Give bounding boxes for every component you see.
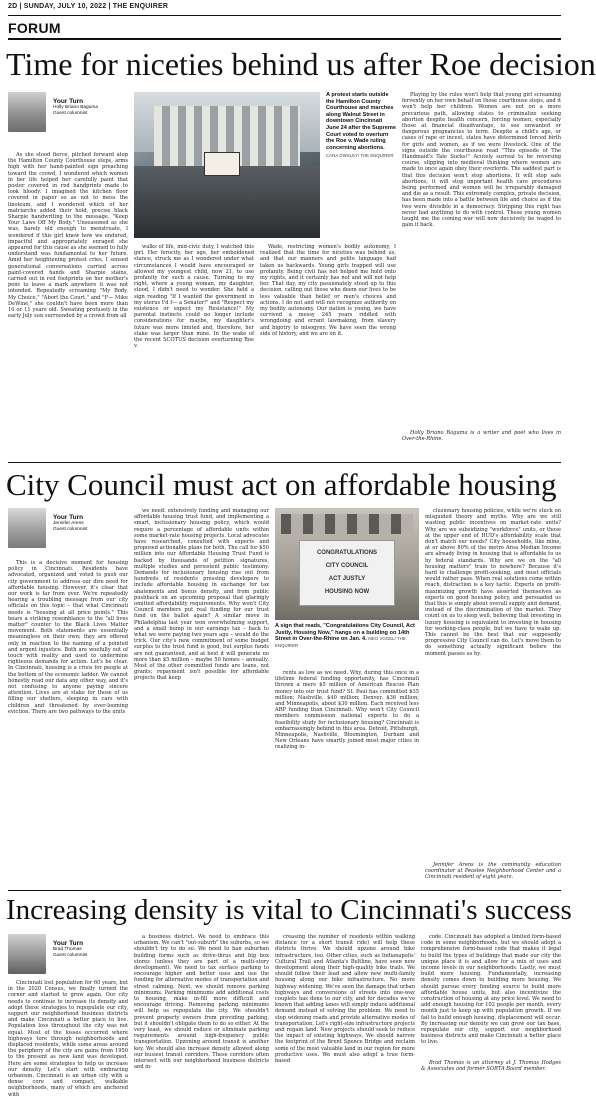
article-3-column-2-text: a business district. We need to embrace this urbanism. We can't "out-suburb" the suburbs, so we shouldn't try to do so. We need to ban suburban building forms such as drive-thrus and big box stores (unless they are part of a multi-story development). We need to tax surface parking to encourage higher and better uses and use the funding for alternative modes of transportation and street calming. Next, we should remove parking minimums. Parking minimums add additional costs to housing, make in-fill more difficult and encourage driving. Removing parking minimums will help us repopulate the city. We shouldn't prevent property owners from providing parking, but it shouldn't obligate them to do so either. At the very least, we should reduce or eliminate parking requirements around high-frequency public transportation. Upzoning around transit is another key. We should also increase density allowed along our busiest transit corridors. These corridors often intersect with our neighborhood business districts and in- <box>134 934 269 1071</box>
article-3-tagline-text: Brad Thomas is an attorney at J. Thomas Hodges & Associates and former SORTA Board member. <box>421 1060 561 1073</box>
article-2-column-2-text: we need: extensively funding and managing our affordable housing trust fund, and implementing a smart, inclusionary housing policy, which would require a percentage of affordable units within some market-rate housing projects. Local advocates have researched, consulted with experts and proposed actionable plans for both. The call for $50 million into our Affordable Housing Trust Fund is backed by thousands of petition signatures, multiple studies and persistent public testimony. Demands for inclusionary housing rise out from hundreds of residents pressing developers to include affordable housing in exchange for tax abatements and bonus density, and from public pushback on an upcoming proposal that glaringly omitted affordability requirements. Why won't City Council members put real funding for our trust fund on the ballot again? A similar move in Philadelphia last year won overwhelming support, and a small bump in our earnings tax – back to what we were paying two years ago – would do the trick. Our city's new commitment of some budget surplus to the trust fund is good, but surplus funds are not guaranteed, and at best it will generate no more than $5 million – maybe 50 homes – annually. Most of the other committed funds are loans, not grants; repayment isn't possible for affordable projects that keep <box>134 508 270 682</box>
header-rule <box>8 15 561 16</box>
article-2-column-4 <box>425 508 561 860</box>
article-1-tagline <box>402 430 561 448</box>
article-1-author-block <box>8 92 128 136</box>
article-3-author-block <box>8 934 128 976</box>
article-3-column-1-text: Cincinnati lost population for 60 years, but in the 2020 Census, we finally turned the corner and started to grow again. Our city needs to continue to increase its density and adopt these strategies to repopulate our city, support our neighborhood business districts and make Cincinnati a better place to live. Population loss throughout the city was not equal. Most of the losses occurred where highways tore through neighborhoods and displaced residents, while some areas around the periphery of the city are gains from 1950 to the present as new land was developed. Here are some strategies to help us increase our density. Let's start with embracing urbanism. Cincinnati is an urban city with a dense core and compact, walkable neighborhoods, many of which are anchored with <box>8 980 128 1098</box>
photo-housing-sign <box>299 540 395 606</box>
article-1-column-1 <box>8 152 128 456</box>
page-header: 2D | SUNDAY, JULY 10, 2022 | THE ENQUIRER <box>8 3 169 10</box>
author-name: Holly Briano Baguma <box>53 105 99 110</box>
article-2-tagline-text: Jennifer Arens is the community education coordinator at Peaslee Neighborhood Center and a Cincinnati resident of eight years. <box>425 862 561 881</box>
article-1-column-1-text: As she stood fierce, pitched forward atop the Hamilton County Courthouse steps, arms high with her hand-painted sign preaching toward the crowd, I wondered which women in her life helped her carefully paint that poster covered in red handprints made to look bloody. I imagined the kitchen floor covered in paper so as not to mess the linoleum, and I wondered which of her matriarchs added their hold, precise black Sharpie handwriting to the message, "Keep Your Laws Off My Body." Unseasoned as she was, barely old enough to menstruate, I wondered if this girl knew how we endured, impactful and appropriately enraged she appeared for this cause as she seemed to fully understand was fundamental to her future. Amid her heightening protest cries, I sensed generational conversations carried across paint-covered hands and Sharpie stains, carried out in red footprints on her mother's pens to leave a mark anywhere it was not intended. Repeatedly screaming "My Body, My Choice," "Abort the Court," and "F— Mike DeWine," she couldn't have been more than 10 or 11 years old. Sweating profusely in the early July sun surrounded by a crowd from all <box>8 152 128 320</box>
article-1-author-portrait <box>8 92 46 132</box>
article-1-column-2 <box>134 244 254 456</box>
article-1-headline: Time for niceties behind us after Roe decision <box>6 46 596 82</box>
sign-line-2: CITY COUNCIL <box>325 563 369 569</box>
article-3-author <box>53 940 133 959</box>
author-name: Jennifer Arens <box>53 521 84 526</box>
photo-crowd <box>134 166 320 238</box>
sign-line-1: CONGRATULATIONS <box>316 550 378 556</box>
article-3-column-2 <box>134 934 269 1076</box>
article-2-author-block <box>8 508 128 552</box>
article-1-tagline-text: Holly Briano Baguma is a writer and poet who lives in Over-the-Rhine. <box>402 430 561 443</box>
sign-line-4: HOUSING NOW <box>324 589 370 595</box>
article-2-photo-credit: MEG VOGEL/ THE ENQUIRER <box>275 636 406 648</box>
article-2-author <box>53 514 133 533</box>
photo-protest-sign <box>204 152 240 176</box>
article-3-column-3 <box>275 934 415 1076</box>
author-label: Your Turn <box>53 940 84 947</box>
author-label: Your Turn <box>53 514 84 521</box>
article-1-column-4-text: Playing by the rules won't help that young girl screaming fervently on her own behalf on those courthouse steps, and it won't help her children. Women are not on a more precarious path, allowing states to criminalize seeking abortion despite health concern, forcing women, especially those at financial disadvantage, to see unwanted or dangerous pregnancies to term. Despite a child's age, or cases of rape or incest, states have determined forced birth for girls and women, as if we were livestock. One of the signs outside the courthouse read "This episode of The Handmaid's Tale Sucks!" Acutely surreal to be reversing course, slipping into medieval thinking where women are made to once again obey their overlords. The saddest part is that this decision won't stop abortions. It will stop safe abortions, it will stop important health care procedures being performed and women will be irreparably damaged and die as a result. This extremely complex, private decision, has been made into a battle between life and choice as if the two were divisible in a democracy. Stripping this right has never had anything to do with control. These young women taught me the coming war will now decisively be waged to gain it back. <box>402 92 561 229</box>
article-3-column-1 <box>8 980 128 1098</box>
section-name: FORUM <box>8 20 61 36</box>
article-3-column-4-text: code. Cincinnati has adopted a limited form-based code in some neighborhoods, but we should adopt a comprehensive form-based code that makes it legal to build the types of buildings that made our city the unique place it is and allow for a mix of uses and income levels in our neighborhoods. Lastly, we must build more housing. Fundamentally, increasing density comes down to building more housing. We should pursue every funding source to build more affordable house units, but also incentivize the construction of housing at any price level. We need to add enough housing for 102 people per month, every month just to keep up with population growth. If we fail to build enough housing, displacement will occur. By increasing our density we can grow our tax base, repopulate our city, support our neighborhood business districts and make Cincinnati a better place to live. <box>421 934 561 1046</box>
article-2-column-1 <box>8 560 128 886</box>
section-rule <box>8 38 561 40</box>
article-2-column-4-text: clusionary housing policies, while we're stuck on misguided theory and myths. Why are we still wasting public incentives on market-rate units? Why are we subsidizing "workforce" units, or those at the upper end of HUD's affordability scale that don't match our needs? City households, like mine, at or above 80% of the metro Area Median Income are already living in housing that is affordable to us by federal standards. Why are we on the "all housing matters" train to nowhere? Because it's hard to challenge profit-seeking, and most officials would rather pass. When real solutions come within reach, distraction is a key tactic. Experts on profit-maximizing growth have asserted themselves as experts on good housing policy, and persuaded us that this is simply about overall supply and demand, instead of the discrimination of the market. They count on us to sleep well, believing that investing in luxury housing is equivalent to investing in housing for working-class people, but we have to wake up. This cannot be the best that our supposedly progressive City Council can do. Let's move them to do something actually significant before the moment passes us by. <box>425 508 561 657</box>
article-1-column-3 <box>260 244 396 456</box>
article-1-column-4 <box>402 92 561 426</box>
article-2-photo-caption <box>275 623 419 663</box>
article-2-column-3 <box>275 670 419 886</box>
article-2-headline: City Council must act on affordable housing <box>6 467 557 502</box>
article-1-photo-caption <box>326 92 396 212</box>
article-1-column-2-text: walks of life, mid-civic duty, I watched this girl. Her ferocity, her age, her emboldened stance, struck me as I wondered under what circumstances I would have encouraged or allowed my youngest child, now 21, to use profanity for such a cause. Turning to my right, where a young woman, my daughter, stood, I didn't need to wonder. She held a sign reading "If I wanted the government in my uterus I'd f— a Senator!" and "Respect my existence or expect my Resistance!" My parental instincts could no longer include considerations for maybe, my daughter's future was more limited and, therefore, her stake was larger than mine. In the wake of the recent SCOTUS decision overturning Roe v. <box>134 244 254 350</box>
article-1-author <box>53 98 133 117</box>
author-role: Guest columnist <box>53 527 88 532</box>
article-3-headline: Increasing density is vital to Cincinnati's success <box>6 894 572 926</box>
article-3-column-4 <box>421 934 561 1058</box>
article-3-tagline <box>421 1060 561 1078</box>
article-3-author-portrait <box>8 934 46 974</box>
author-name: Brad Thomas <box>53 947 82 952</box>
article-2-photo <box>275 508 419 620</box>
author-label: Your Turn <box>53 98 84 105</box>
article-3-column-3-text: creasing the number of residents within walking distance (or a short transit ride) will help these districts thrive. We should upzone around bike infrastructure, too. Other cities, such as Indianapolis' Cultural Trail and Atlanta's Beltline, have seen new development along their high-quality bike trails. We should follow their lead and allow new multi-family housing along our bike infrastructure. No more highway widening. We've seen the damage that urban highways and conversions of streets into one-way couplets has done to our city, and for decades we've known that adding lanes will simply induce additional demand instead of solving the problem. We need to stop widening roads and provide alternative modes of transportation. Let's right-size infrastructure projects and regain land. New projects should seek to reduce the impact of existing highways. We should narrow the footprint of the Brent Spence Bridge and reclaim some of the most valuable land in our region for more productive uses. We must also adopt a true form-based <box>275 934 415 1065</box>
article-2-caption-text: A sign that reads, "Congratulations City Council, Act Justly, Housing Now," hangs on a building on 14th Street in Over-the-Rhine on Jan. 4. <box>275 623 415 643</box>
article-divider-2 <box>8 890 561 891</box>
photo-building-windows <box>281 514 413 534</box>
article-divider-1 <box>8 462 561 463</box>
article-2-column-3-text: rents as low as we need. Why, during this once in a lifetime federal funding opportunity, has Cincinnati thrown a mere $5 million of American Rescue Plan money into our trust fund? St. Paul has committed $35 million; Nashville, $40 million; Denver, $36 million; and Minneapolis, about $30 million. Each received less ARP funding than Cincinnati. Why won't City Council members commission national experts to do a feasibility study for inclusionary housing? Cincinnati is embarrassingly behind in this area. Detroit, Pittsburgh, Minneapolis, Nashville, Bloomington, Durham and New Orleans have smartly joined most major cities in realizing in- <box>275 670 419 751</box>
article-2-author-portrait <box>8 508 46 548</box>
article-1-photo <box>134 92 320 238</box>
article-2-column-1-text: This is a decisive moment for housing policy in Cincinnati. Residents have advocated, organized and voted to push our city government to address our dire need for affordable housing. However, it's clear that our work is far from over. We're repeatedly hearing a troubling message from our city officials on this topic – that what Cincinnati needs is "housing at all price points." This bears a striking resemblance to the "all lives matter" counter to the Black Lives Matter movement. Both statements are essentially meaningless on their own; they are offered only in reaction to the naming of a pointed and urgent injustice. Both are woefully out of touch with reality and used to undermine righteous demands for action. Let's be clear. In Cincinnati, housing is a crisis for people at the bottom of the economic ladder. We cannot honestly read our data any other way, and it's not confusing to anyone paying sincere attention. Lives are at stake for those of us filling our shelters, sleeping in cars with children and threatened by ever-looming eviction. There are two pathways to the units <box>8 560 128 715</box>
article-1-column-3-text: Wade, restricting women's bodily autonomy, I realized that the time for niceties was behind us, and that our manners and polite language had taken us backwards. Young girls trapped will use profanity. Being civil has not helped me hold onto my rights, and it certainly has not and will not help her. That day, my city passionately stood up to this decision, calling out those who deem our lives to be less valuable than belief or men's choices and actions. I do not and will not recognize authority on my bodily autonomy. Our nation is young, we have survived a messy 245 years riddled with wrongdoing and errant lawmaking, from slavery and bigotry to misogyny. We have seen the wrong side of history, and we are on it. <box>260 244 396 337</box>
article-2-tagline <box>425 862 561 886</box>
author-role: Guest columnist <box>53 953 88 958</box>
article-1-caption-text: A protest starts outside the Hamilton County Courthouse and marches along Walnut Street in downtown Cincinnati June 24 after the Supreme Court voted to overturn the Roe v. Wade ruling concerning abortions. <box>326 92 396 151</box>
sign-line-3: ACT JUSTLY <box>328 576 366 582</box>
article-1-photo-credit: CARA OWSLEY/ THE ENQUIRER <box>326 153 394 159</box>
article-2-column-2 <box>134 508 269 886</box>
author-role: Guest columnist <box>53 111 88 116</box>
